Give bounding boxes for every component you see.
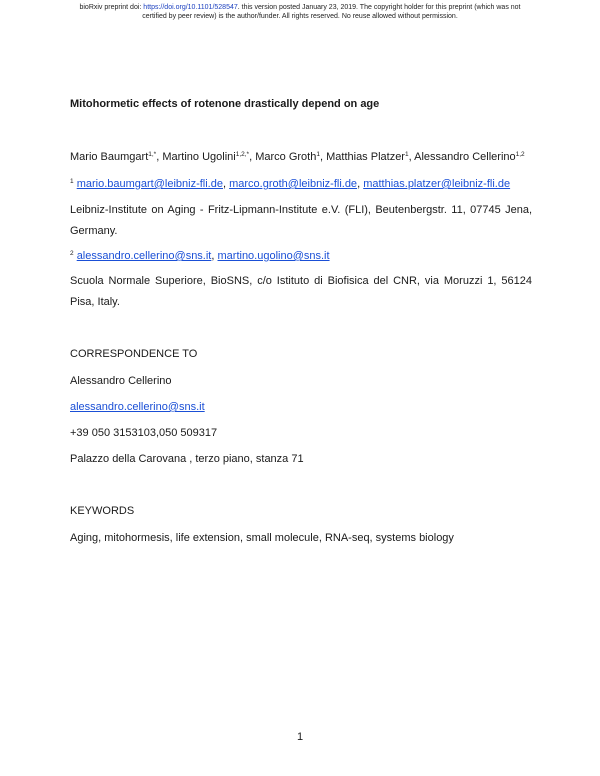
email-link[interactable]: martino.ugolino@sns.it — [217, 250, 330, 262]
page-number: 1 — [296, 731, 304, 743]
preprint-banner — [40, 3, 560, 21]
author: Mario Baumgart$^{1,*}$, — [70, 151, 163, 163]
affiliation-1-emails: $^1$ mario.baumgart@leibniz-fli.de, marco.groth@leibniz-fli.de, matthias.platzer@leibniz-fli.de — [70, 178, 511, 190]
correspondence-heading: CORRESPONDENCE TO — [70, 348, 198, 360]
correspondence-name: Alessandro Cellerino — [70, 375, 172, 387]
paper-title: Mitohormetic effects of rotenone drastically depend on age — [70, 98, 380, 110]
email-link[interactable]: alessandro.cellerino@sns.it — [76, 250, 212, 262]
affiliation-2-institution: Scuola Normale Superiore, BioSNS, c/o Istituto di Biofisica del CNR, via Moruzzi 1, 56124 Pisa, Italy. — [70, 275, 532, 308]
banner-prefix: bioRxiv preprint doi: — [79, 4, 144, 11]
doi-link[interactable]: https://doi.org/10.1101/528547 — [143, 4, 238, 11]
correspondence-email-row — [70, 400, 532, 414]
affiliation-1-institution: Leibniz-Institute on Aging - Fritz-Lipmann-Institute e.V. (FLI), Beutenbergstr. 11, 07745 Jena, Germany. — [70, 204, 532, 237]
author-list — [70, 150, 532, 164]
email-link[interactable]: matthias.platzer@leibniz-fli.de — [363, 178, 511, 190]
author: Martino Ugolini$^{1,2,*}$, — [162, 151, 256, 163]
banner-line-2: certified by peer review) is the author/funder. All rights reserved. No reuse allowed without permission. — [142, 13, 458, 20]
banner-line1-rest: . this version posted January 23, 2019. The copyright holder for this preprint (which was not — [237, 4, 521, 11]
keywords-text: Aging, mitohormesis, life extension, small molecule, RNA-seq, systems biology — [70, 532, 454, 544]
affiliation-2-marker: 2 — [70, 250, 74, 257]
email-link[interactable]: marco.groth@leibniz-fli.de — [229, 178, 358, 190]
keywords-heading: KEYWORDS — [70, 505, 135, 517]
correspondence-phone: +39 050 3153103,050 509317 — [70, 427, 218, 439]
affiliation-1-marker: 1 — [70, 178, 74, 185]
author: Alessandro Cellerino$^{1,2}$ — [414, 151, 525, 163]
correspondence-email-link[interactable]: alessandro.cellerino@sns.it — [70, 401, 205, 413]
author: Marco Groth$^1$, — [255, 151, 327, 163]
correspondence-address: Palazzo della Carovana , terzo piano, stanza 71 — [70, 453, 304, 465]
author: Matthias Platzer$^1$, — [326, 151, 415, 163]
banner-line-1 — [40, 3, 560, 12]
affiliation-2-emails: $^2$ alessandro.cellerino@sns.it, martino.ugolino@sns.it — [70, 250, 330, 262]
email-link[interactable]: mario.baumgart@leibniz-fli.de — [76, 178, 223, 190]
